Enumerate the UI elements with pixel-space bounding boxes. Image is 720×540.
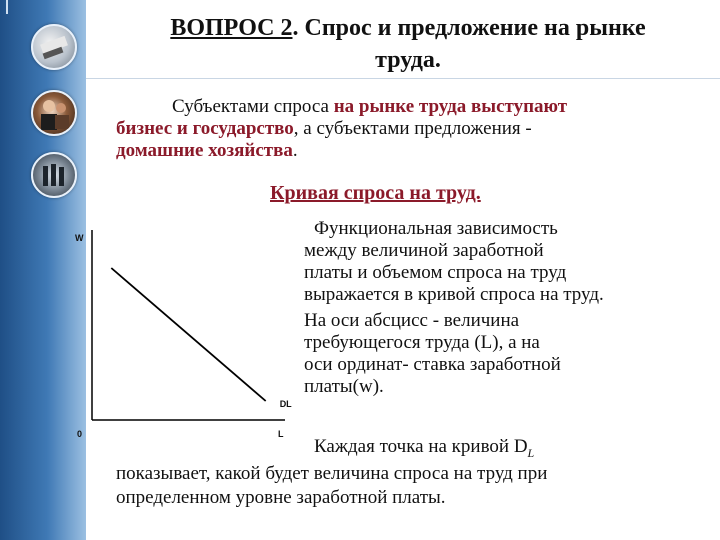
- description-line: требующегося труда (L), а на: [304, 332, 540, 353]
- description-line: между величиной заработной: [304, 240, 544, 261]
- demand-curve-chart: [70, 215, 310, 455]
- description-line: платы(w).: [304, 376, 384, 397]
- bottom-line-1: показывает, какой будет величина спроса на труд при: [116, 463, 548, 484]
- walking-crowd-photo-icon: [31, 152, 77, 198]
- x-axis-label: L: [278, 429, 284, 439]
- last-line-text: Каждая точка на кривой D: [314, 436, 528, 457]
- intro-part-5: домашние хозяйства: [116, 140, 293, 161]
- intro-part-2: на рынке труда выступают: [333, 96, 568, 117]
- description-line: На оси абсцисс - величина: [304, 310, 520, 331]
- intro-part-4: , а субъектами предложения -: [293, 118, 532, 139]
- section-subtitle: Кривая спроса на труд.: [270, 182, 481, 204]
- intro-part-6: .: [292, 140, 298, 161]
- title-line2: труда.: [375, 47, 441, 73]
- title-prefix: ВОПРОС 2: [170, 15, 293, 41]
- curve-subscript: L: [527, 445, 535, 460]
- business-people-photo-icon: [31, 90, 77, 136]
- page-title: [118, 12, 698, 76]
- description-line: платы и объемом спроса на труд: [304, 262, 567, 283]
- intro-part-1: Субъектами спроса: [172, 96, 334, 117]
- last-line: [304, 436, 714, 464]
- demand-curve-line: [111, 268, 265, 401]
- sidebar-tick: [6, 0, 8, 14]
- chart-svg: [70, 215, 310, 455]
- y-axis-label: W: [75, 233, 84, 243]
- description-line: Функциональная зависимость: [314, 218, 558, 239]
- title-rest: . Спрос и предложение на рынке: [292, 15, 646, 41]
- origin-label: 0: [77, 429, 83, 439]
- series-label: DL: [279, 399, 292, 409]
- bottom-line-2: определенном уровне заработной платы.: [116, 487, 446, 508]
- intro-paragraph: [116, 96, 706, 162]
- description-line: выражается в кривой спроса на труд.: [304, 284, 604, 305]
- intro-part-3: бизнес и государство: [116, 118, 294, 139]
- title-divider: [86, 78, 720, 79]
- bottom-paragraph: [116, 462, 716, 510]
- description-line: оси ординат- ставка заработной: [304, 354, 561, 375]
- office-supplies-photo-icon: [31, 24, 77, 70]
